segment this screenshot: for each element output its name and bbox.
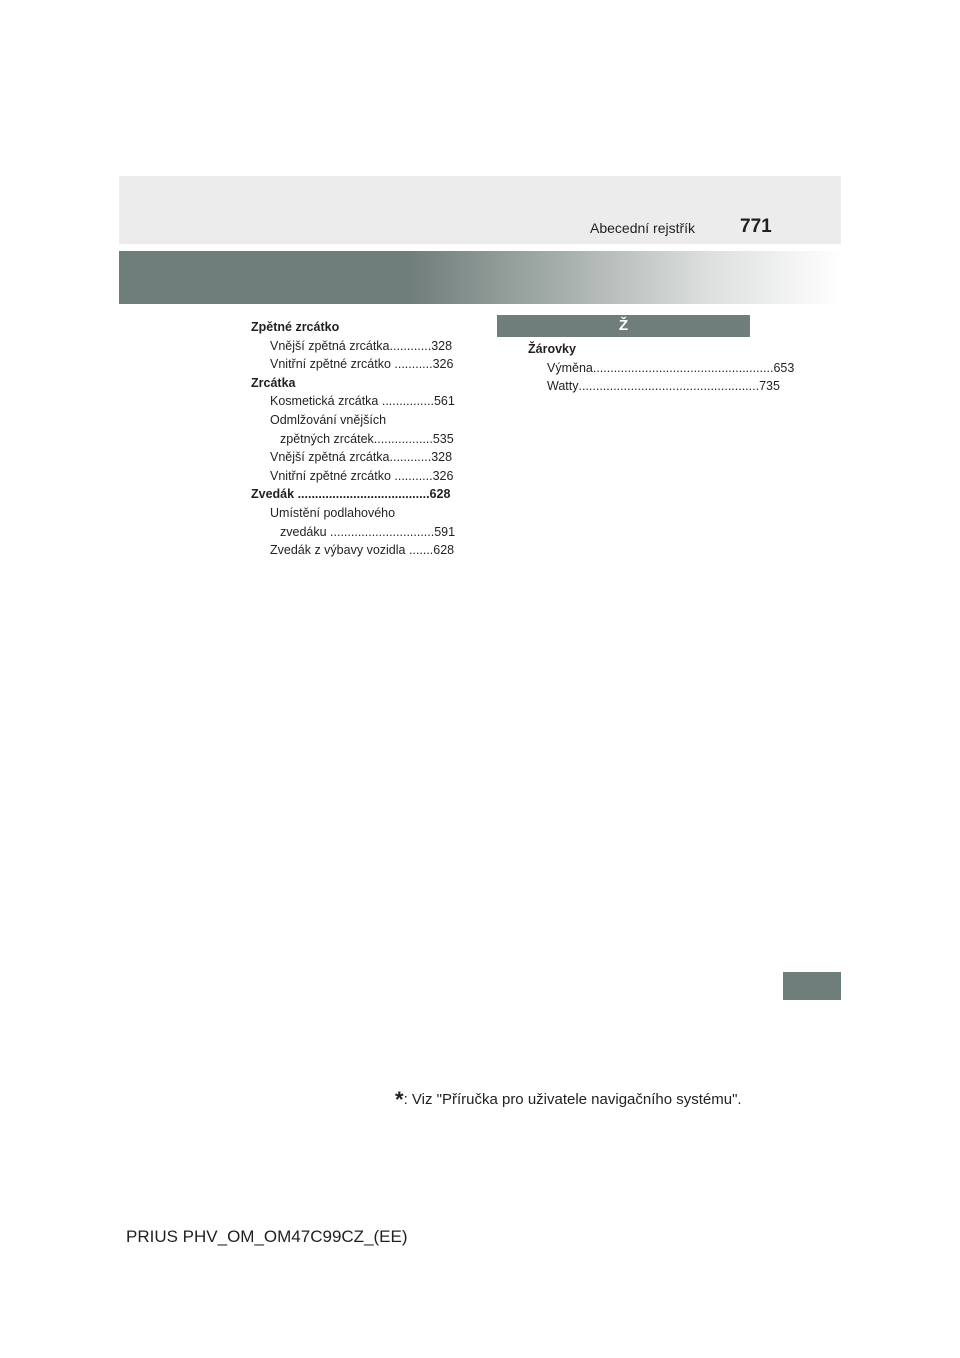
index-entry: Kosmetická zrcátka ...............561 bbox=[270, 394, 455, 409]
index-entry: Vnitřní zpětné zrcátko ...........326 bbox=[270, 468, 454, 483]
footnote-asterisk: * bbox=[395, 1087, 404, 1112]
index-column-right bbox=[528, 340, 795, 396]
index-entry: Výměna .................................................... 653 bbox=[547, 360, 795, 375]
index-entry-continuation: zvedáku ..............................591 bbox=[280, 524, 456, 539]
index-entry: Umístění podlahového bbox=[270, 505, 396, 520]
index-entry-heading: Žárovky bbox=[528, 342, 576, 356]
document-code: PRIUS PHV_OM_OM47C99CZ_(EE) bbox=[126, 1227, 408, 1246]
index-entry-continuation: zpětných zrcátek.................535 bbox=[280, 431, 454, 446]
footnote bbox=[395, 1087, 742, 1113]
header-band bbox=[119, 176, 841, 244]
header-gradient-band bbox=[119, 251, 841, 304]
section-letter-bar: Ž bbox=[497, 315, 750, 337]
footnote-text: : Viz "Příručka pro uživatele navigačního systému". bbox=[403, 1091, 742, 1108]
header-title: Abecední rejstřík bbox=[590, 220, 696, 236]
chapter-side-tab bbox=[783, 972, 841, 1000]
index-entry: Zvedák z výbavy vozidla .......628 bbox=[270, 543, 455, 558]
index-entry-heading: Zvedák ......................................628 bbox=[251, 487, 451, 502]
index-entry: Vnější zpětná zrcátka............328 bbox=[270, 338, 453, 353]
index-entry-heading: Zrcátka bbox=[251, 375, 296, 390]
page-number: 771 bbox=[740, 216, 772, 237]
index-entry: Vnitřní zpětné zrcátko ...........326 bbox=[270, 357, 454, 372]
index-column-left bbox=[251, 318, 471, 560]
index-entry: Vnější zpětná zrcátka............328 bbox=[270, 450, 453, 465]
index-entry: Watty .................................................... 735 bbox=[547, 379, 780, 394]
index-entry-heading: Zpětné zrcátko bbox=[251, 320, 340, 334]
index-entry: Odmlžování vnějších bbox=[270, 412, 387, 427]
